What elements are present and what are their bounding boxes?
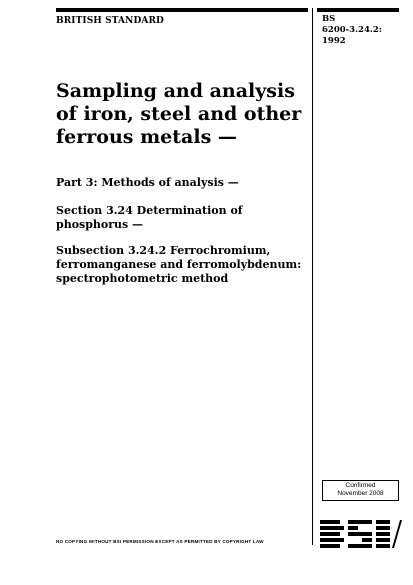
title-line: ferrous metals — — [56, 126, 237, 148]
confirmed-stamp — [322, 480, 399, 501]
standard-number-line: BS — [322, 14, 336, 24]
standard-label: BRITISH STANDARD — [56, 16, 164, 26]
subsection-line: spectrophotometric method — [56, 272, 229, 285]
subsection-line: ferromanganese and ferromolybdenum: — [56, 258, 302, 271]
top-rule-right — [317, 8, 399, 12]
section-heading — [56, 204, 308, 232]
stamp-line: Confirmed — [345, 482, 376, 489]
standard-number-line: 1992 — [322, 36, 346, 46]
title-line: of iron, steel and other — [56, 103, 302, 125]
standard-number-line: 6200-3.24.2: — [322, 25, 382, 35]
subsection-line: Subsection 3.24.2 Ferrochromium, — [56, 244, 271, 257]
section-line: phosphorus — — [56, 218, 144, 231]
section-line: Section 3.24 Determination of — [56, 204, 243, 217]
document-title — [56, 80, 308, 149]
stamp-line: November 2008 — [337, 490, 384, 497]
standard-number — [322, 14, 402, 47]
title-line: Sampling and analysis — [56, 80, 295, 102]
vertical-rule — [312, 8, 313, 545]
bsi-logo-icon — [318, 518, 402, 552]
copyright-notice: NO COPYING WITHOUT BSI PERMISSION EXCEPT AS PERMITTED BY COPYRIGHT LAW — [56, 539, 264, 544]
top-rule-left — [56, 8, 308, 12]
subsection-heading — [56, 244, 308, 286]
part-heading: Part 3: Methods of analysis — — [56, 176, 239, 189]
